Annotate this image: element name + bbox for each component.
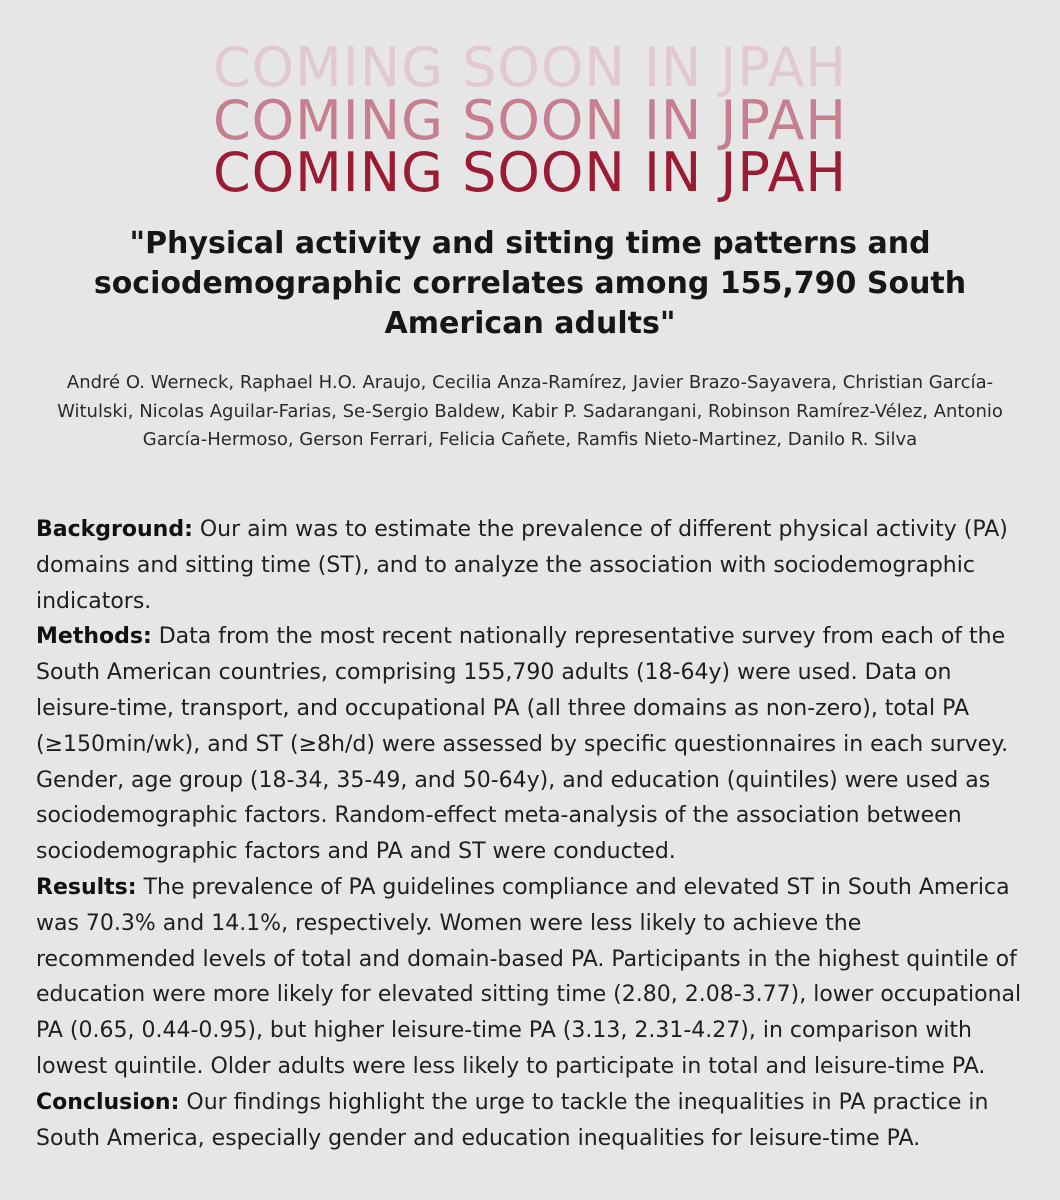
author-list: André O. Werneck, Raphael H.O. Araujo, Cecilia Anza-Ramírez, Javier Brazo-Sayavera, Christian García-Witulski, Nicolas Aguilar-Farias, Se-Sergio Baldew, Kabir P. Sadarangani, Robinson Ramírez-Vélez, Antonio García-Hermoso, Gerson Ferrari, Felicia Cañete, Ramfis Nieto-Martinez, Danilo R. Silva <box>57 372 1003 451</box>
conclusion-text: Our findings highlight the urge to tackle the inequalities in PA practice in South America, especially gender and education inequalities for leisure-time PA. <box>36 1089 989 1151</box>
abstract-conclusion <box>36 1085 1026 1157</box>
banner-line-2: COMING SOON IN JPAH <box>212 89 848 152</box>
conclusion-label: Conclusion: <box>36 1089 180 1115</box>
background-label: Background: <box>36 517 193 542</box>
background-text: Our aim was to estimate the prevalence of different physical activity (PA) domains and sitting time (ST), and to analyze the association with sociodemographic indicators. <box>36 517 1008 614</box>
paper-title: "Physical activity and sitting time patterns and sociodemographic correlates among 155,790 South American adults" <box>93 226 967 341</box>
results-label: Results: <box>36 874 137 900</box>
abstract <box>36 512 1026 1156</box>
methods-label: Methods: <box>36 624 152 650</box>
abstract-background <box>36 512 1026 619</box>
abstract-results <box>36 870 1026 1085</box>
methods-text: Data from the most recent nationally representative survey from each of the South American countries, comprising 155,790 adults (18-64y) were used. Data on leisure-time, transport, and occupational PA (all three domains as non-zero), total PA (≥150min/wk), and ST (≥8h/d) were assessed by specific questionnaires in each survey. Gender, age group (18-34, 35-49, and 50-64y), and education (quintiles) were used as sociodemographic factors. Random-effect meta-analysis of the association between sociodemographic factors and PA and ST were conducted. <box>36 624 1009 865</box>
banner-line-3: COMING SOON IN JPAH <box>212 141 848 204</box>
results-text: The prevalence of PA guidelines compliance and elevated ST in South America was 70.3% and 14.1%, respectively. Women were less likely to achieve the recommended levels of total and domain-based PA. Participants in the highest quintile of education were more likely for elevated sitting time (2.80, 2.08-3.77), lower occupational PA (0.65, 0.44-0.95), but higher leisure-time PA (3.13, 2.31-4.27), in comparison with lowest quintile. Older adults were less likely to participate in total and leisure-time PA. <box>36 874 1022 1079</box>
banner-line-1: COMING SOON IN JPAH <box>212 36 848 99</box>
abstract-methods <box>36 619 1026 870</box>
